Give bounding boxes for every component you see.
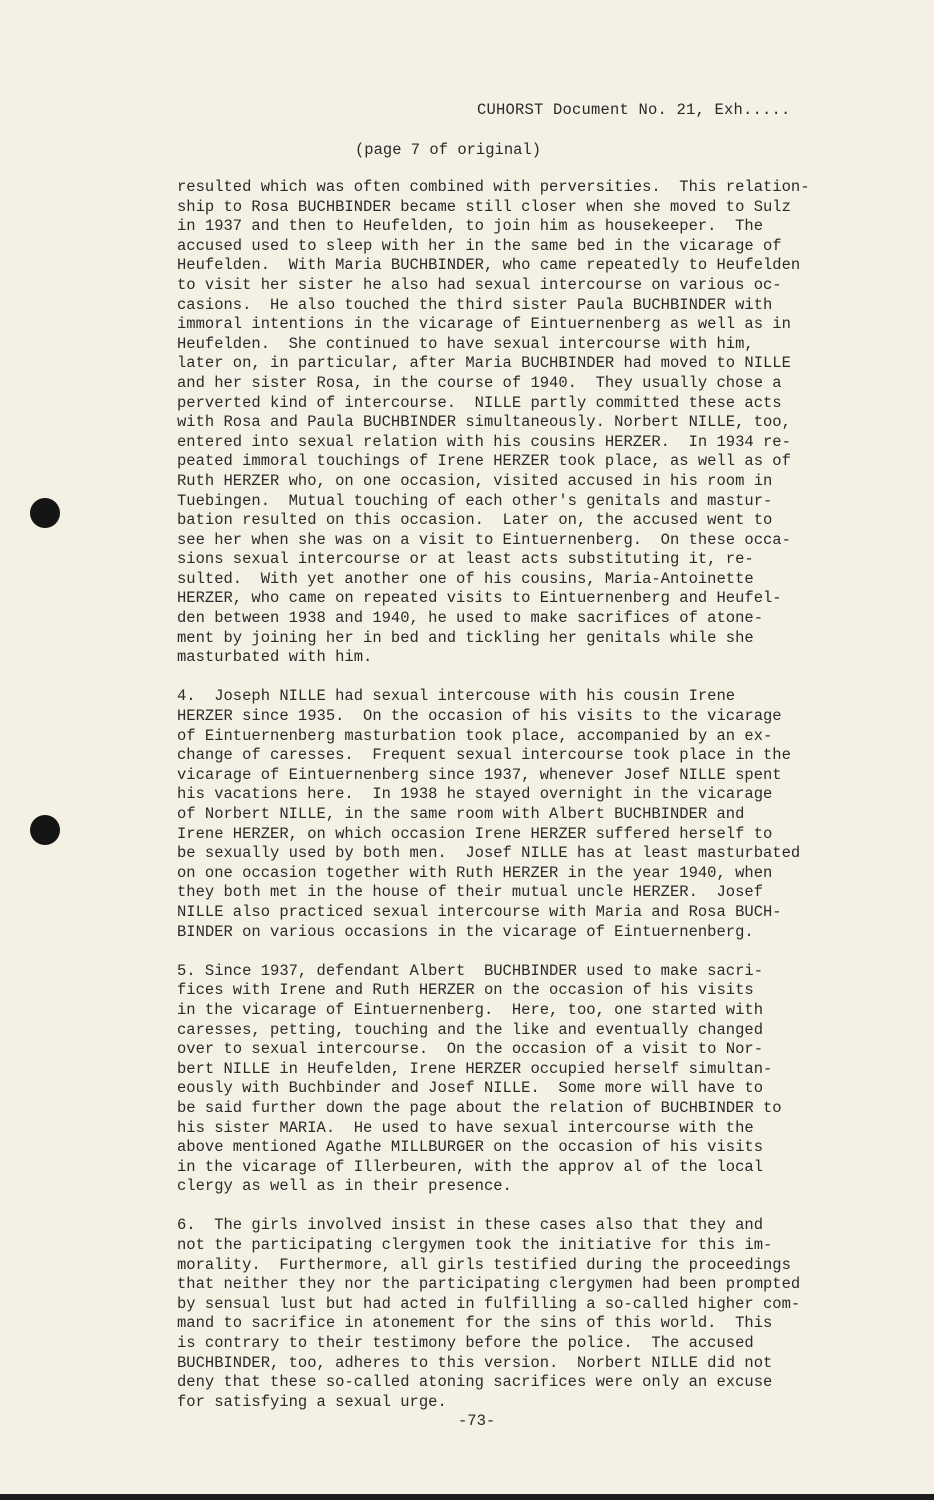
text-line: resulted which was often combined with perversities. This relation- [177,178,810,196]
text-line: change of caresses. Frequent sexual intercourse took place in the [177,746,791,765]
text-line: his vacations here. In 1938 he stayed overnight in the vicarage [177,785,773,804]
text-line: be said further down the page about the relation of BUCHBINDER to [177,1098,782,1117]
text-line: Heufelden. She continued to have sexual intercourse with him, [177,334,754,353]
text-line: entered into sexual relation with his cousins HERZER. In 1934 re- [177,432,791,451]
text-line: accused used to sleep with her in the same bed in the vicarage of [177,236,782,255]
text-line: ment by joining her in bed and tickling her genitals while she [177,628,754,647]
text-line: in 1937 and then to Heufelden, to join him as housekeeper. The [177,217,763,236]
text-line: den between 1938 and 1940, he used to make sacrifices of atone- [177,609,763,628]
text-line: bert NILLE in Heufelden, Irene HERZER occupied herself simultan- [177,1059,773,1078]
text-line: perverted kind of intercourse. NILLE partly committed these acts [177,393,782,412]
text-line: fices with Irene and Ruth HERZER on the occasion of his visits [177,981,754,1000]
text-line: and her sister Rosa, in the course of 1940. They usually chose a [177,373,782,392]
document-reference: CUHORST Document No. 21, Exh..... [477,101,791,119]
text-line: BUCHBINDER, too, adheres to this version. Norbert NILLE did not [177,1353,773,1372]
text-line: caresses, petting, touching and the like and eventually changed [177,1020,763,1039]
punch-hole [30,498,60,528]
text-line: in the vicarage of Illerbeuren, with the approv al of the local [177,1157,763,1176]
text-line: Ruth HERZER who, on one occasion, visited accused in his room in [177,471,773,490]
text-line: casions. He also touched the third sister Paula BUCHBINDER with [177,295,773,314]
text-line: of Eintuernenberg masturbation took place, accompanied by an ex- [177,726,773,745]
document-body [177,178,842,1432]
text-line: clergy as well as in their presence. [177,1177,512,1196]
text-line: sions sexual intercourse or at least acts substituting it, re- [177,550,754,569]
text-line: bation resulted on this occasion. Later on, the accused went to [177,511,773,530]
text-line: with Rosa and Paula BUCHBINDER simultaneously. Norbert NILLE, too, [177,413,791,432]
punch-hole [30,815,60,845]
text-line: deny that these so-called atoning sacrifices were only an excuse [177,1373,773,1392]
text-line: that neither they nor the participating clergymen had been prompted [177,1275,801,1294]
text-line: 5. Since 1937, defendant Albert BUCHBINDER used to make sacri- [177,961,763,980]
text-line: 6. The girls involved insist in these cases also that they and [177,1216,763,1235]
text-line: is contrary to their testimony before the police. The accused [177,1334,754,1353]
original-page-indicator: (page 7 of original) [355,141,542,159]
text-line: vicarage of Eintuernenberg since 1937, whenever Josef NILLE spent [177,765,782,784]
text-line: to visit her sister he also had sexual intercourse on various oc- [177,275,782,294]
text-line: of Norbert NILLE, in the same room with Albert BUCHBINDER and [177,805,745,823]
text-line: over to sexual intercourse. On the occasion of a visit to Nor- [177,1040,763,1059]
text-line: HERZER since 1935. On the occasion of his visits to the vicarage [177,707,782,726]
text-line: immoral intentions in the vicarage of Eintuernenberg as well as in [177,315,791,334]
text-line: by sensual lust but had acted in fulfilling a so-called higher com- [177,1294,801,1313]
text-line: peated immoral touchings of Irene HERZER took place, as well as of [177,452,791,471]
text-line: above mentioned Agathe MILLBURGER on the occasion of his visits [177,1138,763,1157]
page-number: -73- [458,1412,496,1430]
text-line: in the vicarage of Eintuernenberg. Here, too, one started with [177,1000,763,1019]
text-line: later on, in particular, after Maria BUCHBINDER had moved to NILLE [177,354,791,373]
text-line: NILLE also practiced sexual intercourse with Maria and Rosa BUCH- [177,902,782,921]
text-line: 4. Joseph NILLE had sexual intercouse with his cousin Irene [177,687,736,706]
text-line: Irene HERZER, on which occasion Irene HERZER suffered herself to [177,824,773,843]
paragraph-para-6 [177,1216,842,1412]
text-line: they both met in the house of their mutual uncle HERZER. Josef [177,883,763,902]
text-line: masturbated with him. [177,648,373,667]
text-line: his sister MARIA. He used to have sexual intercourse with the [177,1118,754,1137]
text-line: sulted. With yet another one of his cousins, Maria-Antoinette [177,569,754,588]
text-line: not the participating clergymen took the initiative for this im- [177,1236,773,1255]
page-edge-shadow [0,1494,934,1500]
paragraph-para-5 [177,962,842,1197]
text-line: ship to Rosa BUCHBINDER became still closer when she moved to Sulz [177,197,791,216]
text-line: BINDER on various occasions in the vicarage of Eintuernenberg. [177,922,754,941]
text-line: HERZER, who came on repeated visits to Eintuernenberg and Heufel- [177,589,782,608]
text-line: on one occasion together with Ruth HERZER in the year 1940, when [177,863,773,882]
text-line: Tuebingen. Mutual touching of each other's genitals and mastur- [177,491,773,510]
text-line: morality. Furthermore, all girls testified during the proceedings [177,1255,791,1274]
text-line: see her when she was on a visit to Eintuernenberg. On these occa- [177,530,791,549]
text-line: eously with Buchbinder and Josef NILLE. Some more will have to [177,1079,763,1098]
text-line: mand to sacrifice in atonement for the sins of this world. This [177,1314,773,1333]
paragraph-para-4 [177,687,842,942]
text-line: be sexually used by both men. Josef NILLE has at least masturbated [177,844,801,863]
text-line: Heufelden. With Maria BUCHBINDER, who came repeatedly to Heufelden [177,256,801,275]
paragraph-continuation [177,178,842,668]
text-line: for satisfying a sexual urge. [177,1392,447,1411]
